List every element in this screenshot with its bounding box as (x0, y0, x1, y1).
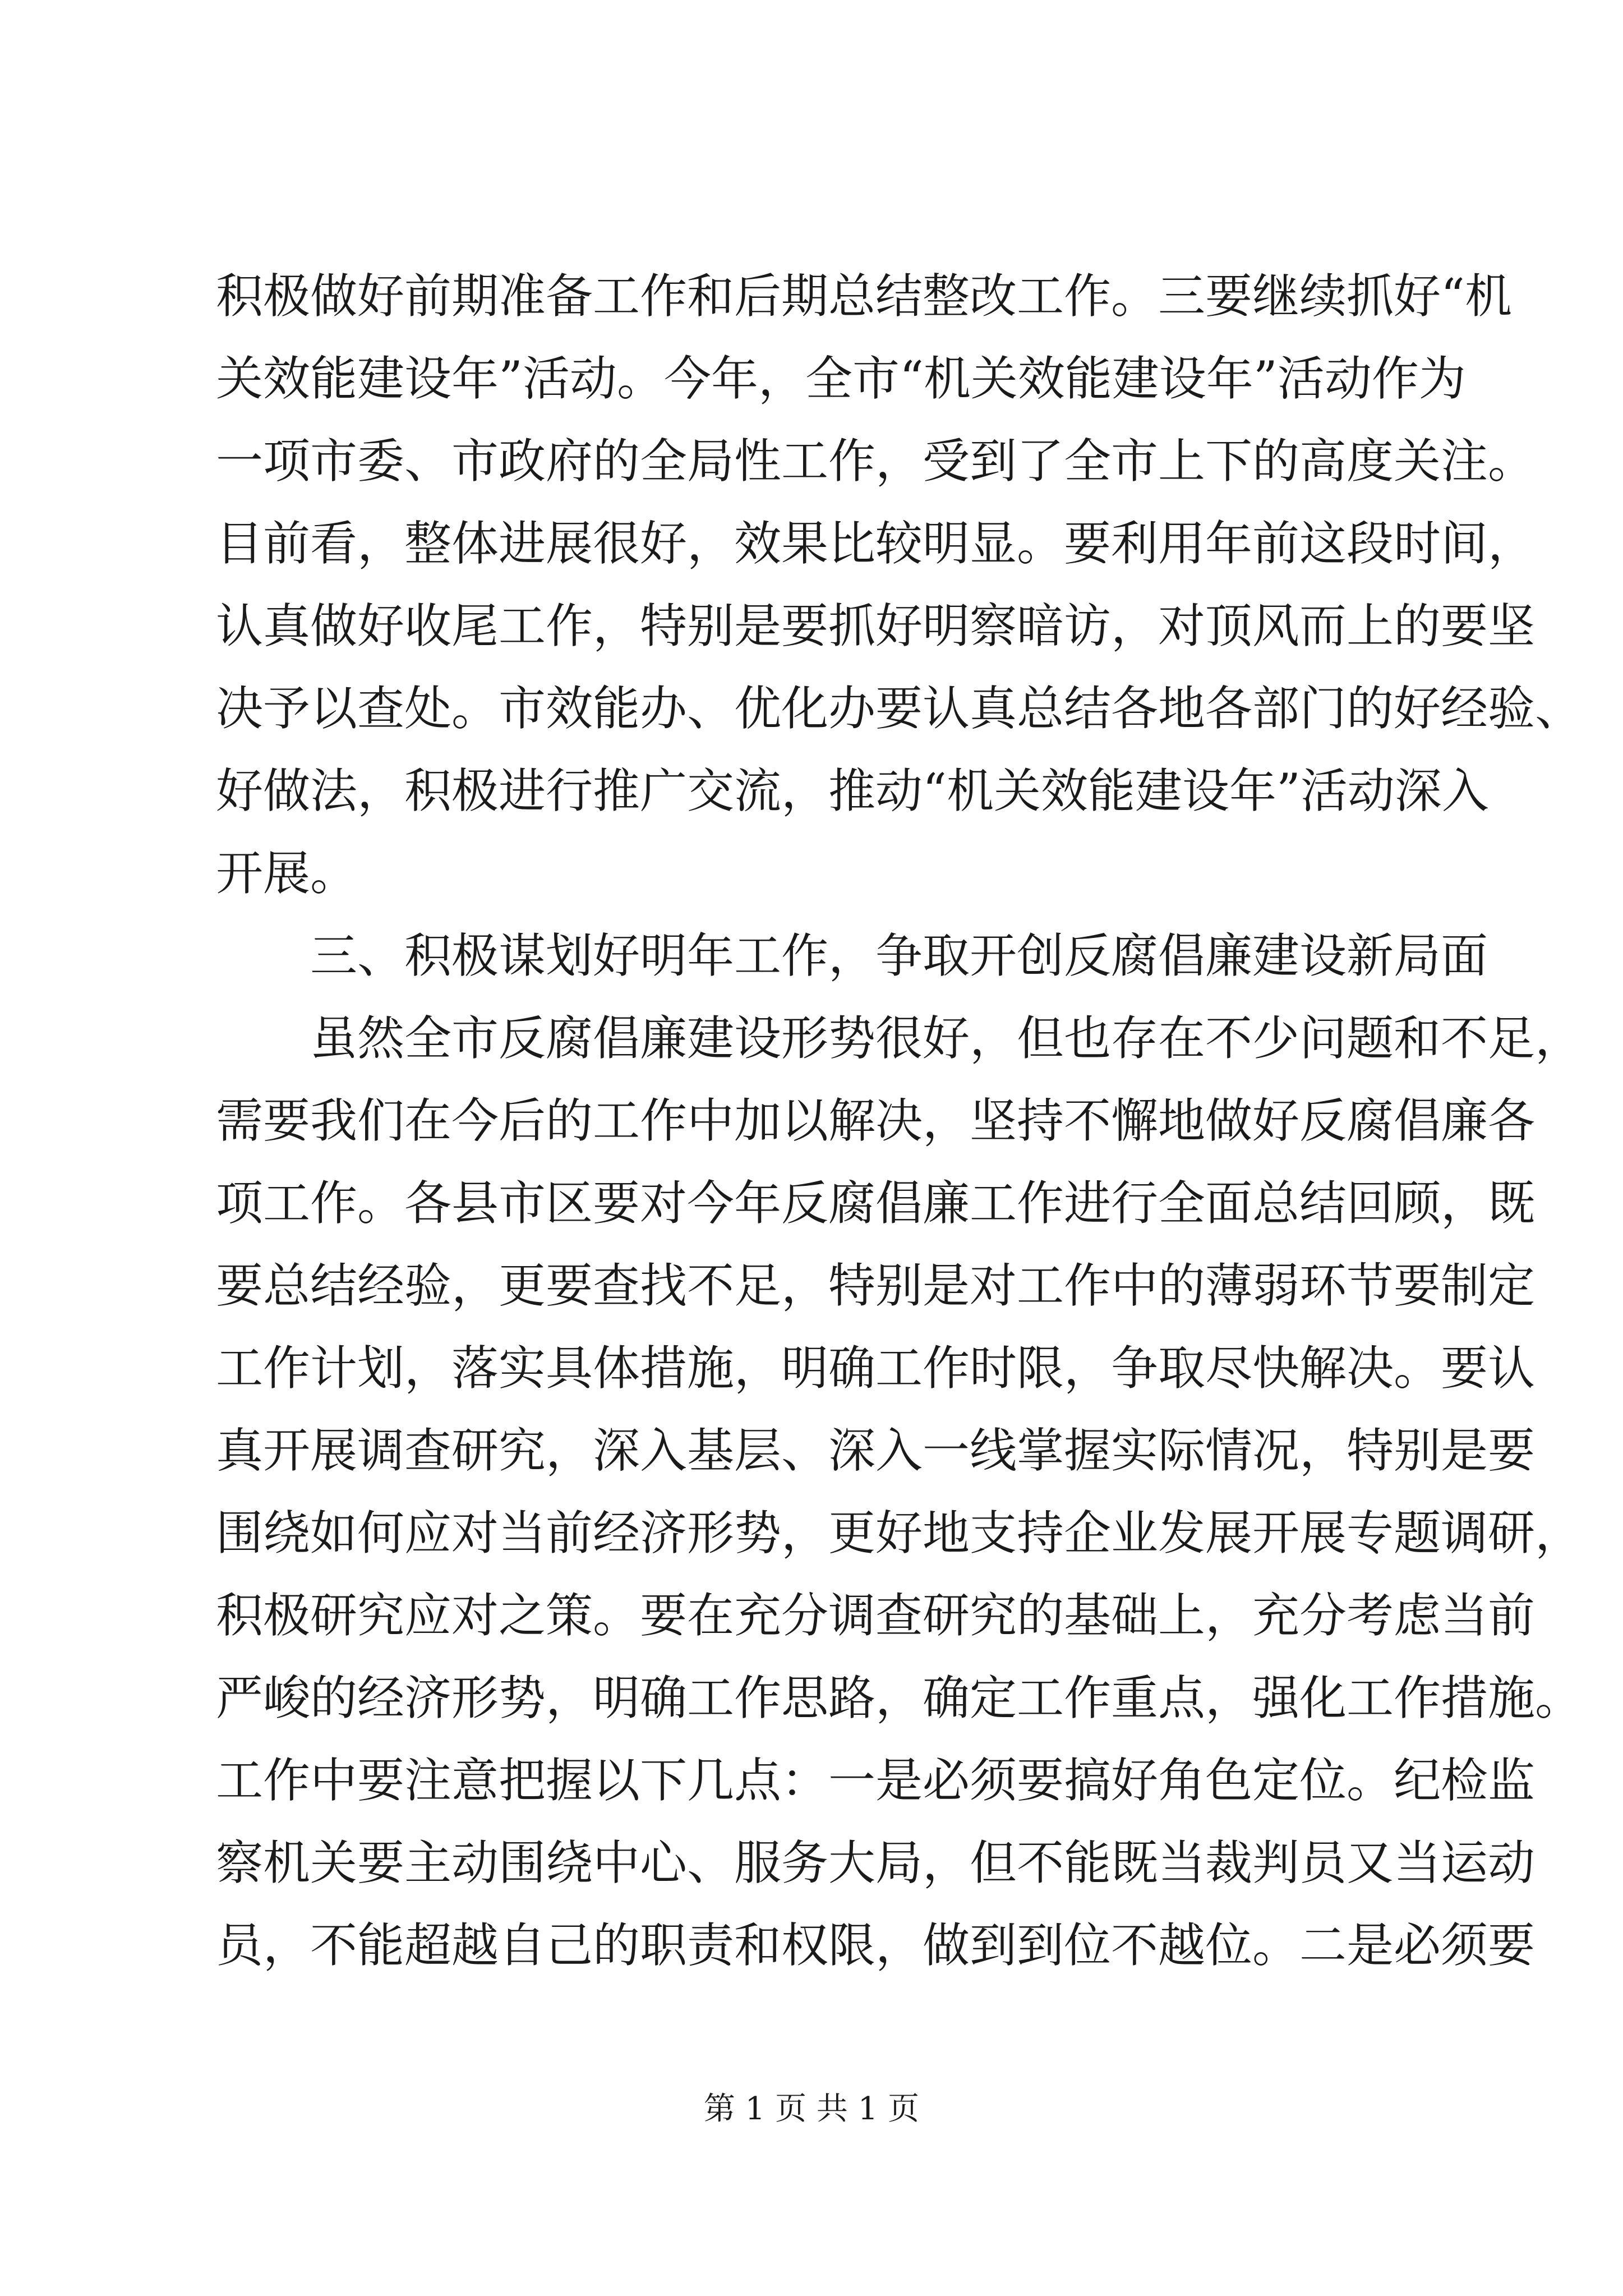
text-line: 积极研究应对之策。要在充分调查研究的基础上，充分考虑当前 (216, 1588, 1536, 1643)
page-number-label: 第 1 页 共 1 页 (703, 2091, 920, 2127)
text-line: 工作计划，落实具体措施，明确工作时限，争取尽快解决。要认 (216, 1341, 1536, 1396)
text-line: 严峻的经济形势，明确工作思路，确定工作重点，强化工作措施。 (216, 1671, 1583, 1726)
text-line: 工作中要注意把握以下几点：一是必须要搞好角色定位。纪检监 (216, 1753, 1536, 1808)
text-line: 察机关要主动围绕中心、服务大局，但不能既当裁判员又当运动 (216, 1835, 1536, 1890)
text-line: 积极做好前期准备工作和后期总结整改工作。三要继续抓好“机 (216, 269, 1512, 324)
text-line: 决予以查处。市效能办、优化办要认真总结各地各部门的好经验、 (216, 681, 1583, 736)
text-line: 员，不能超越自己的职责和权限，做到到位不越位。二是必须要 (216, 1918, 1536, 1973)
text-line: 好做法，积极进行推广交流，推动“机关效能建设年”活动深入 (216, 763, 1489, 818)
text-line: 一项市委、市政府的全局性工作，受到了全市上下的高度关注。 (216, 434, 1536, 489)
text-line: 开展。 (216, 846, 358, 901)
text-line: 项工作。各县市区要对今年反腐倡廉工作进行全面总结回顾，既 (216, 1176, 1536, 1231)
text-line: 围绕如何应对当前经济形势，更好地支持企业发展开展专题调研， (216, 1506, 1583, 1561)
text-line: 目前看，整体进展很好，效果比较明显。要利用年前这段时间， (216, 516, 1536, 571)
page-footer (0, 2084, 1623, 2129)
text-line: 虽然全市反腐倡廉建设形势很好，但也存在不少问题和不足， (310, 1011, 1583, 1066)
text-line: 认真做好收尾工作，特别是要抓好明察暗访，对顶风而上的要坚 (216, 599, 1536, 654)
section-heading: 三、积极谋划好明年工作，争取开创反腐倡廉建设新局面 (310, 928, 1488, 983)
text-line: 要总结经验，更要查找不足，特别是对工作中的薄弱环节要制定 (216, 1258, 1536, 1313)
text-line: 真开展调查研究，深入基层、深入一线掌握实际情况，特别是要 (216, 1423, 1536, 1478)
text-line: 关效能建设年”活动。今年，全市“机关效能建设年”活动作为 (216, 351, 1466, 406)
document-body (216, 255, 1583, 1987)
text-line: 需要我们在今后的工作中加以解决，坚持不懈地做好反腐倡廉各 (216, 1093, 1536, 1148)
